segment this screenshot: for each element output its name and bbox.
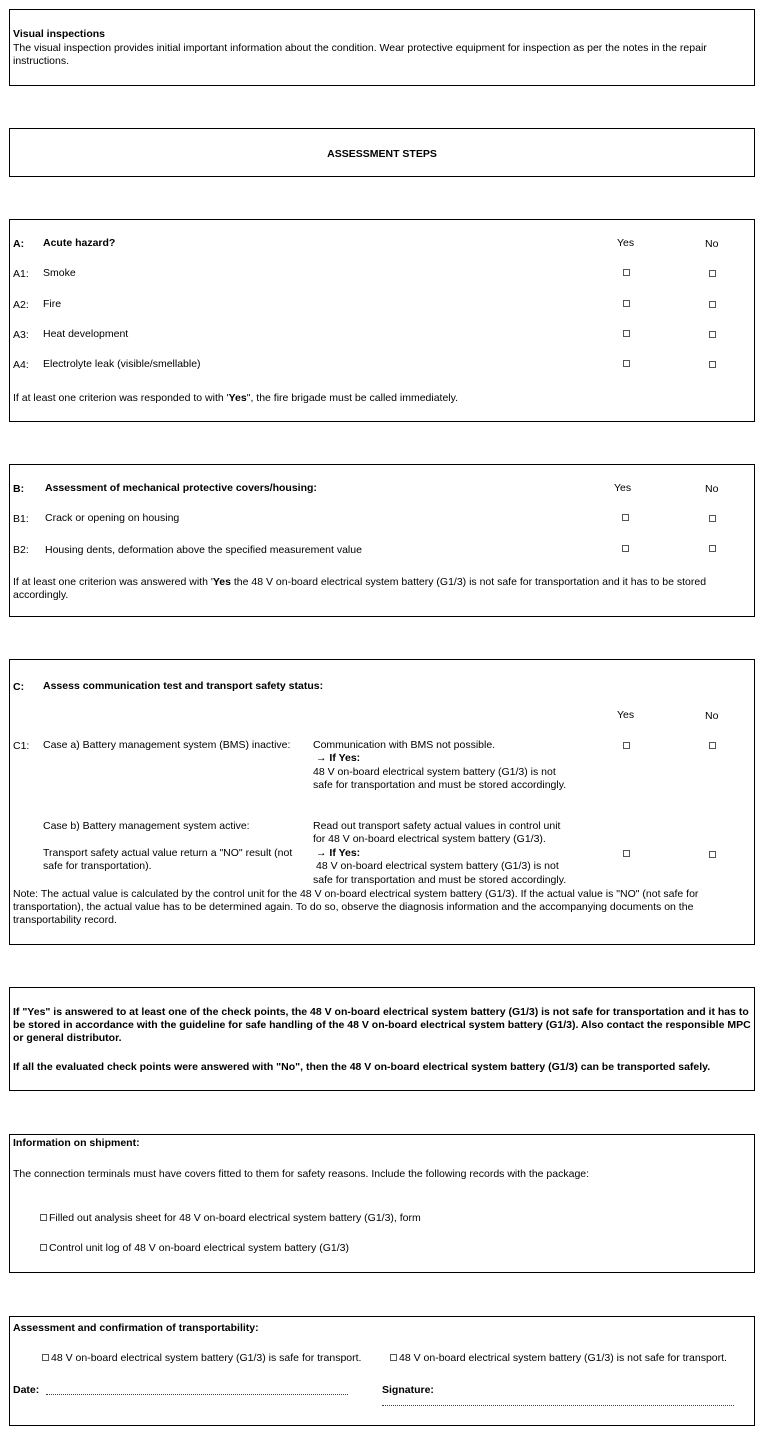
a3-no-checkbox[interactable] [709,331,716,338]
signature-label: Signature: [382,1384,434,1396]
case-b-line: for 48 V on-board electrical system battery (G1/3). [313,833,546,845]
shipment-item [40,1242,349,1254]
a1-yes-checkbox[interactable] [623,269,630,276]
item-label: Fire [43,298,62,310]
item-code: A1: [13,268,29,280]
case-b-line: 48 V on-board electrical system battery (G1/3) is not [316,860,559,872]
c1-code: C1: [13,740,30,752]
summary-paragraph-1: If "Yes" is answered to at least one of the check points, the 48 V on-board electrical system battery (G1/3) is not safe for transportation and it has to be stored in accordance with the guideline for safe handling of the 48 V on-board electrical system battery (G1/3). Also contact the responsible MPC or general distributor. [13,1006,751,1044]
no-column-label: No [705,238,719,250]
note-bold: Yes [212,576,231,588]
confirmation-section [9,1316,755,1426]
case-b-label: Case b) Battery management system active: [43,820,250,832]
case-b-condition: Transport safety actual value return a "NO" result (not [43,847,293,859]
assessment-steps-title: ASSESSMENT STEPS [327,148,437,160]
assessment-steps-header [9,128,755,177]
section-c-title: Assess communication test and transport safety status: [43,680,324,692]
arrow-icon: → [316,752,327,764]
note-text: If at least one criterion was answered with ' [13,576,213,588]
no-column-label: No [705,483,719,495]
confirmation-title: Assessment and confirmation of transportability: [13,1322,259,1334]
not-safe-checkbox[interactable] [390,1354,397,1361]
item-code: B2: [13,544,29,556]
section-a-code: A: [13,238,25,250]
if-yes-label: If Yes: [329,752,361,764]
yes-column-label: Yes [617,237,635,249]
option-safe [42,1352,361,1364]
section-c-note: Note: The actual value is calculated by the control unit for the 48 V on-board electrical system battery (G1/3). If the actual value is "NO" (not safe for transportation), the actual value has to be determined again. To do so, observe the diagnosis information and the accompanying documents on the transportability record. [13,888,699,926]
item-code: B1: [13,513,29,525]
shipment-item-checkbox[interactable] [40,1214,47,1221]
item-label: Heat development [43,328,129,340]
section-c [9,659,755,945]
yes-column-label: Yes [617,709,635,721]
item-label: Electrolyte leak (visible/smellable) [43,358,201,370]
item-code: A3: [13,329,29,341]
section-b [9,464,755,617]
case-a-line: 48 V on-board electrical system battery (G1/3) is not [313,766,556,778]
shipment-title: Information on shipment: [13,1137,140,1149]
visual-inspections-text: The visual inspection provides initial important information about the condition. Wear protective equipment for inspection as per the notes in the repair instructions. [13,42,707,67]
b2-no-checkbox[interactable] [709,545,716,552]
visual-inspections-title: Visual inspections [13,28,106,40]
item-label: Crack or opening on housing [45,512,180,524]
a2-no-checkbox[interactable] [709,301,716,308]
safe-checkbox[interactable] [42,1354,49,1361]
summary-paragraph-2: If all the evaluated check points were answered with "No", then the 48 V on-board electrical system battery (G1/3) can be transported safely. [13,1061,711,1073]
shipment-item-label: Filled out analysis sheet for 48 V on-board electrical system battery (G1/3), form [49,1212,421,1224]
yes-column-label: Yes [614,482,632,494]
item-label: Housing dents, deformation above the specified measurement value [45,544,362,556]
case-b-if-yes [316,847,360,859]
c1a-no-checkbox[interactable] [709,742,716,749]
section-b-note [13,576,753,602]
shipment-text: The connection terminals must have covers fitted to them for safety reasons. Include the following records with the package: [13,1168,590,1180]
shipment-item-label: Control unit log of 48 V on-board electrical system battery (G1/3) [49,1242,349,1254]
section-a-title: Acute hazard? [43,237,116,249]
visual-inspections-section [9,9,755,86]
b2-yes-checkbox[interactable] [622,545,629,552]
summary-section [9,987,755,1091]
option-not-safe-label: 48 V on-board electrical system battery (G1/3) is not safe for transport. [399,1352,727,1364]
a4-no-checkbox[interactable] [709,361,716,368]
if-yes-label: If Yes: [329,847,361,859]
case-b-condition: safe for transportation). [43,860,152,872]
shipment-item [40,1212,421,1224]
b1-yes-checkbox[interactable] [622,514,629,521]
date-label: Date: [13,1384,40,1396]
shipment-item-checkbox[interactable] [40,1244,47,1251]
case-a-line: safe for transportation and must be stored accordingly. [313,779,567,791]
a2-yes-checkbox[interactable] [623,300,630,307]
arrow-icon: → [316,847,327,859]
no-column-label: No [705,710,719,722]
a4-yes-checkbox[interactable] [623,360,630,367]
section-b-title: Assessment of mechanical protective covers/housing: [45,482,317,494]
note-text: ", the fire brigade must be called immediately. [246,392,459,404]
note-text: If at least one criterion was responded to with ' [13,392,229,404]
a1-no-checkbox[interactable] [709,270,716,277]
date-field[interactable] [46,1394,348,1395]
case-a-line: Communication with BMS not possible. [313,739,496,751]
section-a-note [13,392,458,404]
item-label: Smoke [43,267,76,279]
note-text: the 48 V on-board electrical system battery (G1/3) is not safe for transportation and it has to be stored accordingly. [13,576,707,601]
item-code: A2: [13,299,29,311]
a3-yes-checkbox[interactable] [623,330,630,337]
c1a-yes-checkbox[interactable] [623,742,630,749]
note-bold: Yes [228,392,247,404]
option-not-safe [390,1352,727,1364]
item-code: A4: [13,359,29,371]
b1-no-checkbox[interactable] [709,515,716,522]
shipment-section [9,1134,755,1273]
case-b-line: Read out transport safety actual values in control unit [313,820,561,832]
case-a-if-yes [316,752,360,764]
section-c-code: C: [13,681,25,693]
section-a [9,219,755,422]
signature-field[interactable] [382,1405,734,1406]
option-safe-label: 48 V on-board electrical system battery (G1/3) is safe for transport. [51,1352,362,1364]
section-b-code: B: [13,483,25,495]
c1b-no-checkbox[interactable] [709,851,716,858]
case-b-line: safe for transportation and must be stored accordingly. [313,874,567,886]
case-a-label: Case a) Battery management system (BMS) inactive: [43,739,291,751]
c1b-yes-checkbox[interactable] [623,850,630,857]
